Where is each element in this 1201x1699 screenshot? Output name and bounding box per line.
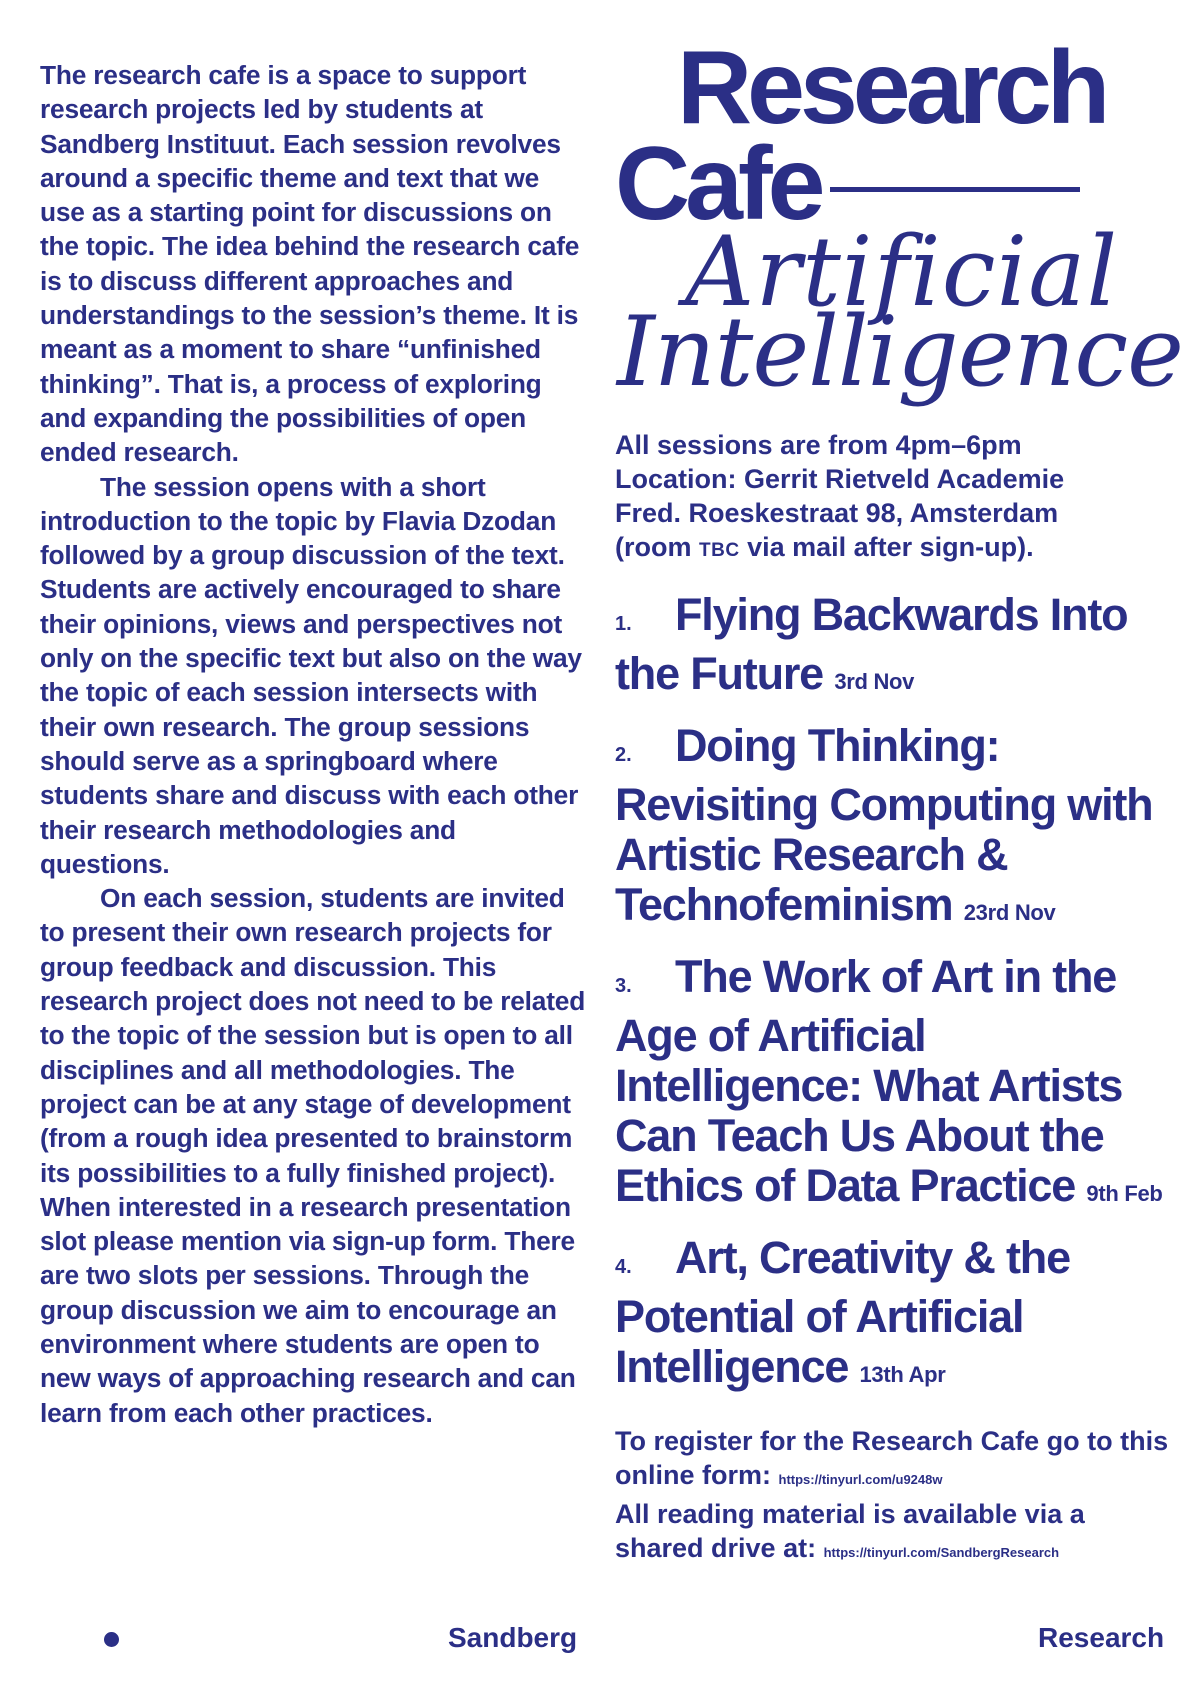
session-title: Art, Creativity & the Potential of Artificial Intelligence [615,1232,1070,1392]
title-cafe: Cafe [615,126,821,242]
paragraph-1: The research cafe is a space to support research projects led by students at Sandberg Instituut. Each session revolves around a specific theme and text that we use as a starting point for discussions on the topic. The idea behind the research cafe is to discuss different approaches and understandings to the session’s theme. It is meant as a moment to share “unfinished thinking”. That is, a process of exploring and expanding the possibilities of open ended research. [40,60,580,468]
session-date: 3rd Nov [834,669,915,694]
paragraph-3: On each session, students are invited to present their own research projects for group feedback and discussion. This research project does not need to be related to the topic of the session but is open to all disciplines and all methodologies. The project can be at any stage of development (from a rough idea presented to brainstorm its possibilities to a fully finished project). When interested in a research presentation slot please mention via sign-up form. There are two slots per sessions. Through the group discussion we aim to encourage an environment where students are open to new ways of approaching research and can learn from each other practices. [40,883,586,1428]
session-info [615,428,1175,568]
paragraph-2: The session opens with a short introduction to the topic by Flavia Dzodan followed by a group discussion of the text. Students are actively encouraged to share their opinions, views and perspectives not only on the specific text but also on the way the topic of each session intersects with their own research. The group sessions should serve as a springboard where students share and discuss with each other their research methodologies and questions. [40,471,582,879]
intro-text [40,58,588,1430]
register-info [615,1424,1175,1570]
subtitle-intelligence: Intelligence [617,296,1183,408]
session-number: 4. [615,1256,632,1278]
register-line [615,1424,1175,1497]
info-location: Location: Gerrit Rietveld Academie [615,464,1065,494]
footer-sandberg: Sandberg [448,1622,578,1653]
info-room [615,530,1175,568]
reading-drive-link[interactable]: https://tinyurl.com/SandbergResearch [823,1545,1060,1560]
info-room-tbc: TBC [699,540,740,561]
session-list [615,590,1175,1400]
session-item [615,590,1175,707]
register-form-link[interactable]: https://tinyurl.com/u9248w [778,1472,943,1487]
info-room-pre: (room [615,532,699,562]
session-number: 2. [615,744,632,766]
title-rule [830,187,1080,192]
session-number: 3. [615,975,632,997]
session-title: Doing Thinking: Revisiting Computing with Artistic Research & Technofeminism [615,720,1153,930]
session-item [615,1233,1175,1400]
info-room-post: via mail after sign-up). [739,532,1034,562]
session-number: 1. [615,613,632,635]
subtitle-artificial: Artificial [685,216,1119,328]
session-title: The Work of Art in the Age of Artificial Intelligence: What Artists Can Teach Us About the Ethics of Data Practice [615,951,1123,1211]
info-address: Fred. Roeskestraat 98, Amsterdam [615,498,1059,528]
title-research: Research [677,30,1106,146]
register-text: To register for the Research Cafe go to this online form: [615,1426,1169,1490]
right-column [615,30,1183,1570]
session-date: 13th Apr [859,1362,946,1387]
bullet-dot [104,1632,119,1647]
reading-line [615,1497,1175,1570]
session-item [615,721,1175,938]
session-title: Flying Backwards Into the Future [615,589,1128,699]
session-date: 9th Feb [1086,1181,1163,1206]
info-time: All sessions are from 4pm–6pm [615,430,1022,460]
session-item [615,952,1175,1219]
reading-text: All reading material is available via a shared drive at: [615,1499,1085,1563]
footer-research: Research [1038,1622,1165,1653]
session-date: 23rd Nov [963,900,1056,925]
